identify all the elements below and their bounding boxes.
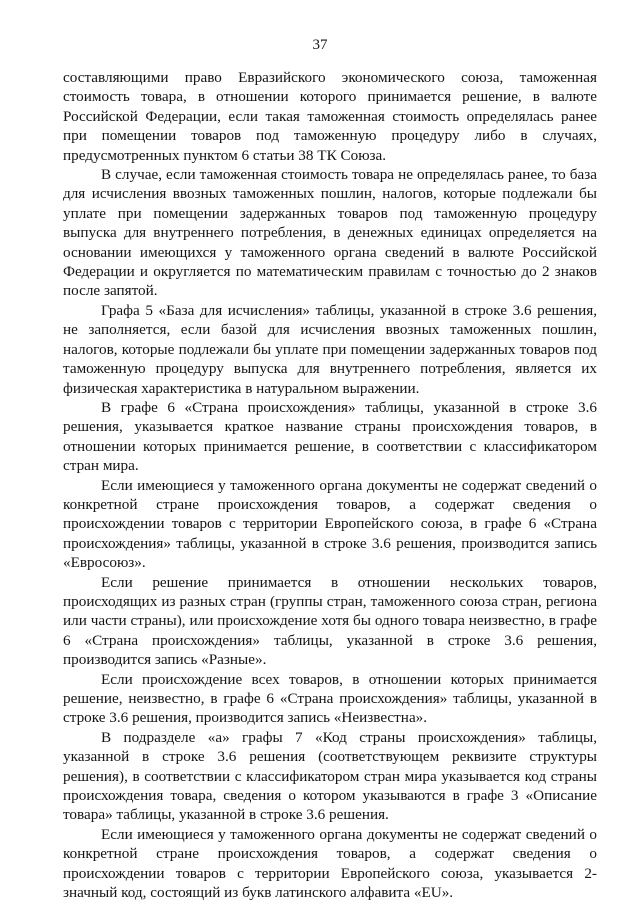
- document-body: [63, 68, 597, 902]
- paragraph-column-7a: В подразделе «а» графы 7 «Код страны происхождения» таблицы, указанной в строке 3.6 решения (соответствующем реквизите структуры решения), в соответствии с классификатором стран мира указывается код страны происхождения товара, сведения о котором указываются в графе 3 «Описание товара» таблицы, указанной в строке 3.6 решения.: [63, 728, 597, 824]
- paragraph-column-6: В графе 6 «Страна происхождения» таблицы, указанной в строке 3.6 решения, указывается краткое название страны происхождения товаров, в отношении которых принимается решение, в соответствии с классификатором стран мира.: [63, 398, 597, 475]
- paragraph-several-goods: Если решение принимается в отношении нескольких товаров, происходящих из разных стран (группы стран, таможенного союза стран, региона или части страны), или происхождение хотя бы одного товара неизвестно, в графе 6 «Страна происхождения» таблицы, указанной в строке 3.6 решения, производится запись «Разные».: [63, 573, 597, 669]
- paragraph-customs-value-base: В случае, если таможенная стоимость товара не определялась ранее, то база для исчисления ввозных таможенных пошлин, налогов, которые подлежали бы уплате при помещении задержанных товаров под таможенную процедуру выпуска для внутреннего потребления, в денежных единицах определяется на основании имеющихся у таможенного органа сведений в валюте Российской Федерации и округляется по математическим правилам с точностью до 2 знаков после запятой.: [63, 166, 597, 300]
- paragraph-continuation: составляющими право Евразийского экономического союза, таможенная стоимость товара, в отношении которого принимается решение, в валюте Российской Федерации, если такая таможенная стоимость определялась ранее при помещении товаров под таможенную процедуру либо в случаях, предусмотренных пунктом 6 статьи 38 ТК Союза.: [63, 69, 597, 164]
- paragraph-column-5: Графа 5 «База для исчисления» таблицы, указанной в строке 3.6 решения, не заполняется, если базой для исчисления ввозных таможенных пошлин, налогов, которые подлежали бы уплате при помещении задержанных товаров под таможенную процедуру выпуска для внутреннего потребления, является их физическая характеристика в натуральном выражении.: [63, 301, 597, 397]
- paragraph-eu-code: Если имеющиеся у таможенного органа документы не содержат сведений о конкретной стране происхождения товаров, а содержат сведения о происхождении товаров с территории Европейского союза, указывается 2-значный код, состоящий из букв латинского алфавита «EU».: [63, 825, 597, 902]
- paragraph-unknown-origin: Если происхождение всех товаров, в отношении которых принимается решение, неизвестно, в графе 6 «Страна происхождения» таблицы, указанной в строке 3.6 решения, производится запись «Неизвестна».: [63, 670, 597, 727]
- paragraph-eurounion: Если имеющиеся у таможенного органа документы не содержат сведений о конкретной стране происхождения товаров, а содержат сведения о происхождении товаров с территории Европейского союза, в графе 6 «Страна происхождения» таблицы, указанной в строке 3.6 решения, производится запись «Евросоюз».: [63, 476, 597, 572]
- page-number: 37: [312, 37, 328, 53]
